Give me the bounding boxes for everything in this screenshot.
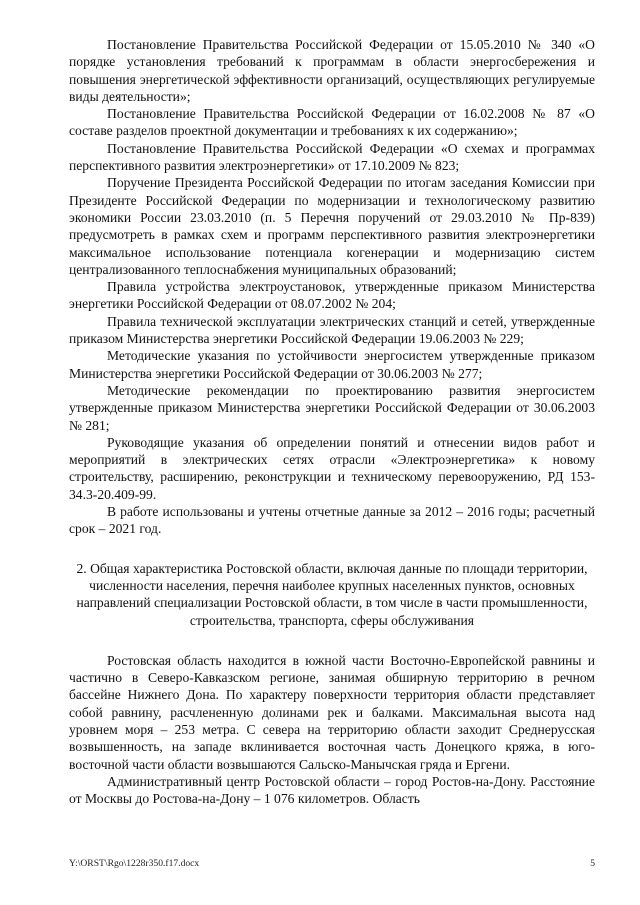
page-footer: [69, 858, 595, 872]
section-heading: 2. Общая характеристика Ростовской области, включая данные по площади территории, численности населения, перечня наиболее крупных населенных пунктов, основных направлений специализации Ростовской области, в том числе в части промышленности, строительства, транспорта, сферы обслуживания: [76, 560, 588, 628]
paragraph-stability-guidelines: Методические указания по устойчивости энергосистем утвержденные приказом Министерства энергетики Российской Федерации от 30.06.2003 № 277;: [69, 348, 595, 381]
paragraph-design-recommendations: Методические рекомендации по проектированию развития энергосистем утвержденные приказом Министерства энергетики Российской Федерации от 30.06.2003 № 281;: [69, 382, 595, 433]
document-body: [69, 36, 595, 807]
paragraph-decree-823: Постановление Правительства Российской Федерации «О схемах и программах перспективного развития электроэнергетики» от 17.10.2009 № 823;: [69, 140, 595, 174]
paragraph-guidance-documents: Руководящие указания об определении понятий и отнесении видов работ и мероприятий в электрических сетях отрасли «Электроэнергетика» к новому строительству, расширению, реконструкции и техническому перевооружению, РД 153-34.3-20.409-99.: [69, 434, 595, 502]
heading-spacer: [69, 629, 595, 652]
paragraph-decree-87: Постановление Правительства Российской Федерации от 16.02.2008 № 87 «О составе разделов проектной документации и требованиях к их содержанию»;: [69, 106, 595, 139]
paragraph-region-geography: Ростовская область находится в южной части Восточно-Европейской равнины и частично в Северо-Кавказском регионе, занимая обширную территорию в речном бассейне Нижнего Дона. По характеру поверхности территория области представляет собой равнину, расчлененную долинами рек и балками. Максимальная высота над уровнем моря – 253 метра. С севера на территорию области заходит Среднерусская возвышенность, на западе вклинивается восточная часть Донецкого кряжа, в юго-восточной части области возвышаются Сальско-Манычская гряда и Ергени.: [69, 652, 595, 772]
paragraph-electrical-installation-rules: Правила устройства электроустановок, утвержденные приказом Министерства энергетики Российской Федерации от 08.07.2002 № 204;: [69, 279, 595, 312]
footer-file-path: Y:\ORST\Rgo\1228r350.f17.docx: [69, 858, 200, 869]
footer-page-number: 5: [590, 858, 595, 869]
paragraph-technical-operation-rules: Правила технической эксплуатации электрических станций и сетей, утвержденные приказом Министерства энергетики Российской Федерации 19.06.2003 № 229;: [69, 313, 595, 347]
paragraph-decree-340: Постановление Правительства Российской Федерации от 15.05.2010 № 340 «О порядке установления требований к программам в области энергосбережения и повышения энергетической эффективности организаций, осуществляющих регулируемые виды деятельности»;: [69, 37, 595, 104]
paragraph-reporting-period: В работе использованы и учтены отчетные данные за 2012 – 2016 годы; расчетный срок – 2021 год.: [69, 504, 595, 537]
paragraph-presidential-order: Поручение Президента Российской Федерации по итогам заседания Комиссии при Президенте Российской Федерации по модернизации и технологическому развитию экономики России 23.03.2010 (п. 5 Перечня поручений от 29.03.2010 № Пр-839) предусмотреть в рамках схем и программ перспективного развития электроэнергетики максимальное использование потенциала когенерации и модернизацию систем централизованного теплоснабжения муниципальных образований;: [69, 175, 595, 277]
paragraph-administrative-center: Административный центр Ростовской области – город Ростов-на-Дону. Расстояние от Москвы до Ростова-на-Дону – 1 076 километров. Область: [69, 773, 595, 807]
